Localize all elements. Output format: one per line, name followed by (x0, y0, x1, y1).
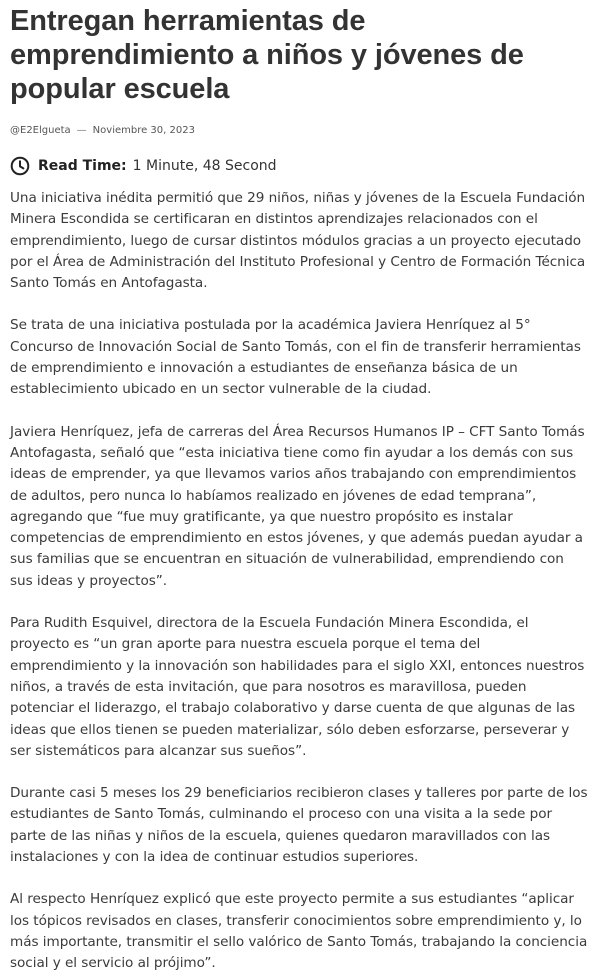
paragraph: Se trata de una iniciativa postulada por la académica Javiera Henríquez al 5° Concurso de Innovación Social de Santo Tomás, con el fin de transferir herramientas de emprendimiento e innovación a estudiantes de enseñanza básica de un establecimiento ubicado en un sector vulnerable de la ciudad. (10, 317, 581, 398)
paragraph: Durante casi 5 meses los 29 beneficiarios recibieron clases y talleres por parte de los estudiantes de Santo Tomás, culminando el proceso con una visita a la sede por parte de las niñas y niños de la escuela, quienes quedaron maravillados con las instalaciones y con la idea de continuar estudios superiores. (10, 785, 588, 866)
article-title: Entregan herramientas de emprendimiento a niños y jóvenes de popular escuela (10, 5, 524, 105)
clock-icon (10, 156, 30, 176)
meta-separator: — (76, 124, 87, 136)
paragraph: Una iniciativa inédita permitió que 29 niños, niñas y jóvenes de la Escuela Fundación Minera Escondida se certificaran en distintos aprendizajes relacionados con el emprendimiento, luego de cursar distintos módulos gracias a un proyecto ejecutado por el Área de Administración del Instituto Profesional y Centro de Formación Técnica Santo Tomás en Antofagasta. (10, 190, 586, 292)
read-time-value: 1 Minute, 48 Second (132, 158, 277, 174)
paragraph: Para Rudith Esquivel, directora de la Escuela Fundación Minera Escondida, el proyecto es “un gran aporte para nuestra escuela porque el tema del emprendimiento y la innovación son habilidades para el siglo XXI, entonces nuestros niños, a través de esta invitación, que para nosotros es maravillosa, pueden potenciar el liderazgo, el trabajo colaborativo y darse cuenta de que algunas de las ideas que ellos tienen se pueden materializar, sólo deben esforzarse, perseverar y ser sistemáticos para alcanzar sus sueños”. (10, 615, 585, 759)
publish-date: Noviembre 30, 2023 (92, 124, 195, 136)
paragraph: Al respecto Henríquez explicó que este proyecto permite a sus estudiantes “aplicar los tópicos revisados en clases, transferir conocimientos sobre emprendimiento y, lo más importante, transmitir el sello valórico de Santo Tomás, trabajando la conciencia social y el servicio al prójimo”. (10, 891, 588, 972)
paragraph: Javiera Henríquez, jefa de carreras del Área Recursos Humanos IP – CFT Santo Tomás Antofagasta, señaló que “esta iniciativa tiene como fin ayudar a los demás con sus ideas de emprender, ya que llevamos varios años trabajando con emprendimientos de adultos, pero nunca lo habíamos realizado en jóvenes de edad temprana”, agregando que “fue muy gratificante, ya que nuestro propósito es instalar competencias de emprendimiento en estos jóvenes, y que además puedan ayudar a sus familias que se encuentran en situación de vulnerabilidad, emprendiendo con sus ideas y proyectos”. (10, 423, 585, 589)
article-body (10, 188, 590, 975)
author-link[interactable]: @E2Elgueta (10, 124, 71, 136)
read-time-label: Read Time: (38, 158, 127, 174)
read-time (10, 155, 590, 177)
article-meta (10, 123, 590, 137)
